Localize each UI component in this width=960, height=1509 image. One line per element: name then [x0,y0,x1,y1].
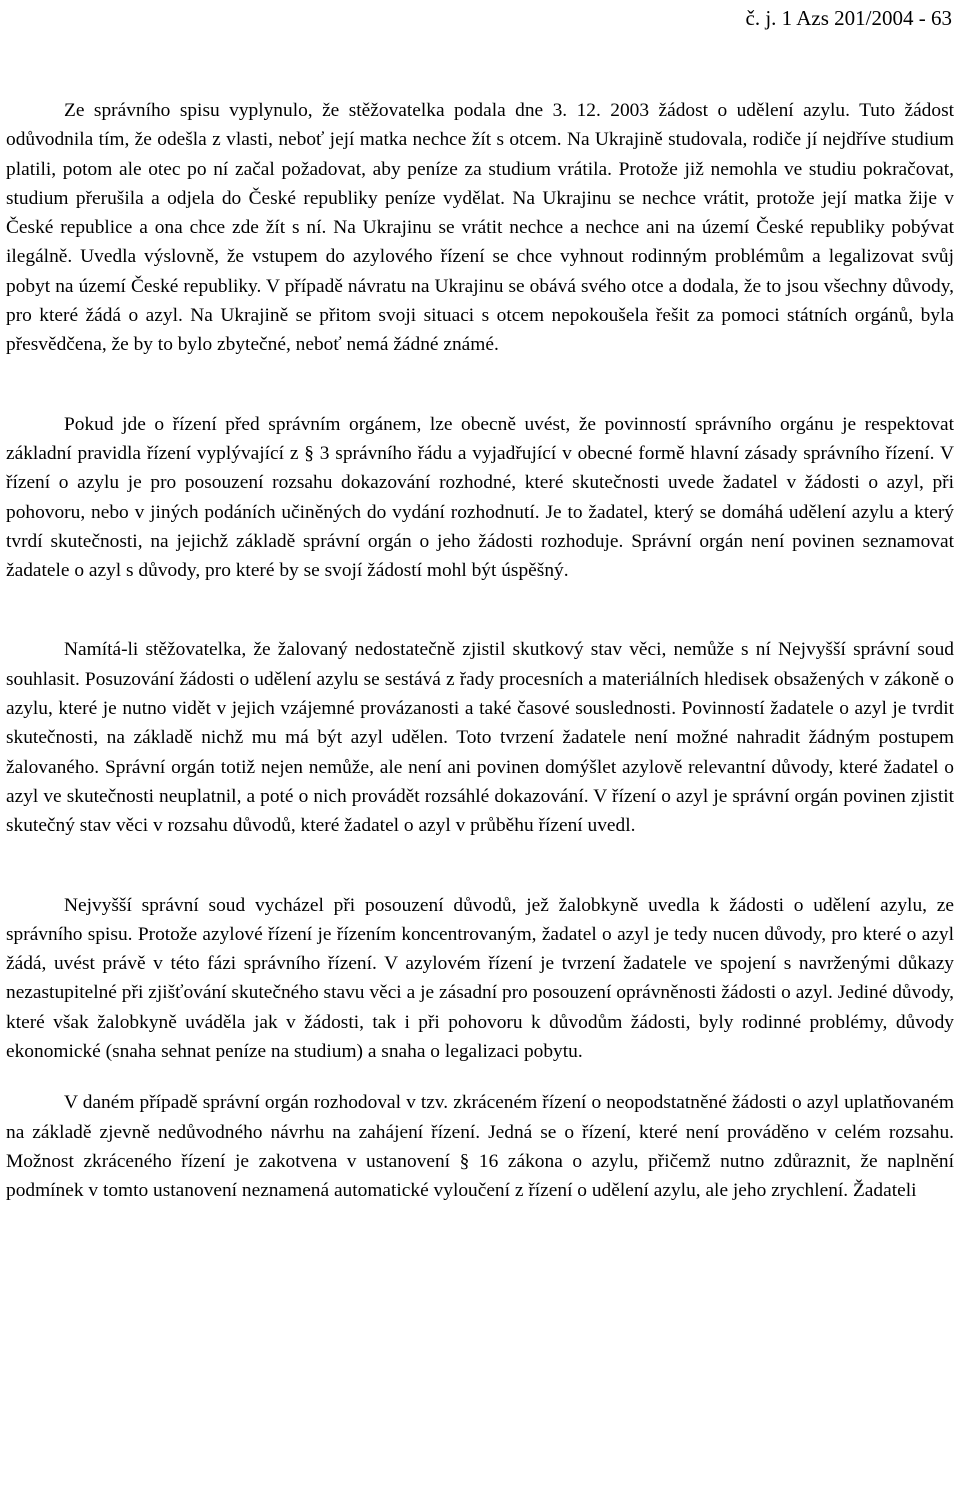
paragraph-3: Namítá-li stěžovatelka, že žalovaný nedostatečně zjistil skutkový stav věci, nemůže s ní Nejvyšší správní soud souhlasit. Posuzování žádosti o udělení azylu se sestává z řady procesních a materiálních hledisek obsažených v zákoně o azylu, které je nutno vidět v jejich vzájemné provázanosti a také časové souslednosti. Povinností žadatele o azyl je tvrdit skutečnosti, na základě nichž mu má být azyl udělen. Toto tvrzení žadatele není možné nahradit žádným postupem žalovaného. Správní orgán totiž nejen nemůže, ale není ani povinen domýšlet azylově relevantní důvody, které žadatel o azyl ve skutečnosti neuplatnil, a poté o nich provádět rozsáhlé dokazování. V řízení o azyl je správní orgán povinen zjistit skutečný stav věci v rozsahu důvodů, které žadatel o azyl v průběhu řízení uvedl. [6,639,954,837]
paragraph-2: Pokud jde o řízení před správním orgánem, lze obecně uvést, že povinností správního orgánu je respektovat základní pravidla řízení vyplývající z § 3 správního řádu a vyjadřující v obecné formě hlavní zásady správního řízení. V řízení o azylu je pro posouzení rozsahu dokazování rozhodné, které skutečnosti uvede žadatel v žádosti o azyl, při pohovoru, nebo v jiných podáních učiněných do vydání rozhodnutí. Je to žadatel, který se domáhá udělení azylu a který tvrdí skutečnosti, na jejichž základě správní orgán o jeho žádosti rozhoduje. Správní orgán není povinen seznamovat žadatele o azyl s důvody, pro které by se svojí žádostí mohl být úspěšný. [6,413,954,582]
paragraph-4: Nejvyšší správní soud vycházel při posouzení důvodů, jež žalobkyně uvedla k žádosti o udělení azylu, ze správního spisu. Protože azylové řízení je řízením koncentrovaným, žadatel o azyl je tedy nucen důvody, pro které o azyl žádá, uvést právě v této fázi správního řízení. V azylovém řízení je tvrzení žadatele ve spojení s navrženými důkazy nezastupitelné při zjišťování skutečného stavu věci a je zásadní pro posouzení oprávněnosti žádosti o azyl. Jediné důvody, které však žalobkyně uváděla jak v žádosti, tak i při pohovoru k důvodům žádosti, byly rodinné problémy, důvody ekonomické (snaha sehnat peníze na studium) a snaha o legalizaci pobytu. [6,894,954,1063]
document-body [6,96,954,1206]
paragraph-5: V daném případě správní orgán rozhodoval v tzv. zkráceném řízení o neopodstatněné žádosti o azyl uplatňovaném na základě zjevně nedůvodného návrhu na zahájení řízení. Jedná se o řízení, které není prováděno v celém rozsahu. Možnost zkráceného řízení je zakotvena v ustanovení § 16 zákona o azylu, přičemž nutno zdůraznit, že naplnění podmínek v tomto ustanovení neznamená automatické vyloučení z řízení o udělení azylu, ale jeho zrychlení. Žadateli [6,1092,954,1202]
case-reference: č. j. 1 Azs 201/2004 - 63 [745,6,952,30]
paragraph-1: Ze správního spisu vyplynulo, že stěžovatelka podala dne 3. 12. 2003 žádost o udělení azylu. Tuto žádost odůvodnila tím, že odešla z vlasti, neboť její matka nechce žít s otcem. Na Ukrajině studovala, rodiče jí nejdříve studium platili, potom ale otec po ní začal požadovat, aby peníze za studium vrátila. Protože již nemohla ve studiu pokračovat, studium přerušila a odjela do České republiky peníze vydělat. Na Ukrajinu se nechce vrátit, protože její matka žije v České republice a ona chce zde žít s ní. Na Ukrajinu se vrátit nechce a nechce ani na území České republiky pobývat ilegálně. Uvedla výslovně, že vstupem do azylového řízení se chce vyhnout rodinným problémům a legalizovat svůj pobyt na území České republiky. V případě návratu na Ukrajinu se obává svého otce a dodala, že to jsou všechny důvody, pro které žádá o azyl. Na Ukrajině se přitom svoji situaci s otcem nepokoušela řešit za pomoci státních orgánů, byla přesvědčena, že by to bylo zbytečné, neboť nemá žádné známé. [6,100,954,356]
